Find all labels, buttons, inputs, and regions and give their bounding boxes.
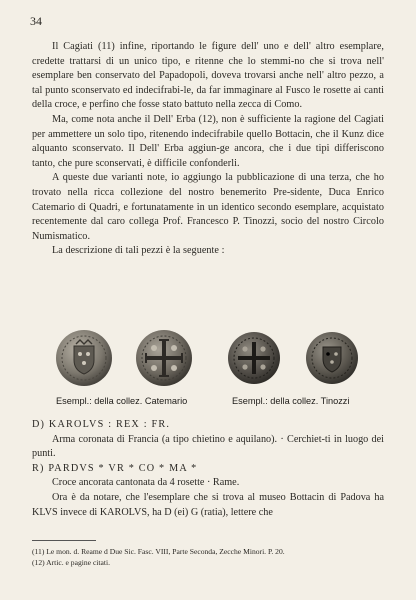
footnotes [32, 546, 384, 568]
caption-catemario: Esempl.: della collez. Catemario [56, 396, 188, 406]
paragraph-note: Ora è da notare, che l'esemplare che si trova al museo Bottacin di Padova ha KLVS invece di KAROLVS, ha D (ei) G (ratia), lettere che [32, 491, 384, 518]
footnote-11: (11) Le mon. d. Reame d Due Sic. Fasc. VIII, Parte Seconda, Zecche Minori. P. 20. [32, 547, 285, 556]
coin-4-obverse [306, 332, 358, 384]
coin-1-obverse [56, 330, 112, 386]
coin-2-reverse [136, 330, 192, 386]
paragraph-2: Ma, come nota anche il Dell' Erba (12), non è sufficiente la ragione del Cagiati per ammettere un solo tipo, ritenendo indecifrabile quello Bottacin, che il Kunz dice alquanto sconservato. Il Dell' Erba aggiun-ge ancora, che i due tipi differiscono tanto, che pure sconservati, è difficile confonderli. [32, 113, 384, 169]
page-number: 34 [30, 14, 42, 28]
coin-images [40, 326, 380, 390]
legend-reverse-desc: Croce ancorata cantonata da 4 rosette · Rame. [52, 477, 240, 489]
paragraph-4: La descrizione di tali pezzi è la seguente : [52, 245, 225, 257]
coin-photographs [40, 326, 380, 390]
legend-obverse: D) KAROLVS : REX : FR. [32, 419, 171, 430]
footnote-12: (12) Artic. e pagine citati. [32, 558, 111, 567]
legend-obverse-desc: Arma coronata di Francia (a tipo chietino e aquilano). · Cerchiet-ti in luogo dei punti. [32, 433, 384, 460]
body-text [32, 40, 384, 259]
coin-description [32, 418, 384, 520]
paragraph-3: A queste due varianti note, io aggiungo la pubblicazione di una terza, che ho trovato nella ricca collezione del nostro benemerito Pre-sidente, Duca Enrico Catemario di Quadri, e fortunatamente in un identico secondo esemplare, acquistato recentemente dal caro collega Prof. Francesco P. Tinozzi, socio del nostro Circolo Numismatico. [32, 172, 384, 242]
legend-reverse: R) PARDVS * VR * CO * MA * [32, 462, 198, 474]
paragraph-1: Il Cagiati (11) infine, riportando le figure dell' uno e dell' altro esemplare, credette trattarsi di un unico tipo, e ritenne che lo stemmi-no che si trova nell' esemplare ben conservato del Papadopoli, doveva trovarsi anche nell' altro pezzo, a tal punto sconservato ed indecifrabi-le, da far immaginare al Fusco le rosette ai canti della croce, e perfino che fosse stato battuto nella zecca di Como. [32, 41, 384, 111]
footnote-divider [32, 540, 96, 541]
coin-3-reverse [228, 332, 280, 384]
caption-tinozzi: Esempl.: della collez. Tinozzi [232, 396, 350, 406]
